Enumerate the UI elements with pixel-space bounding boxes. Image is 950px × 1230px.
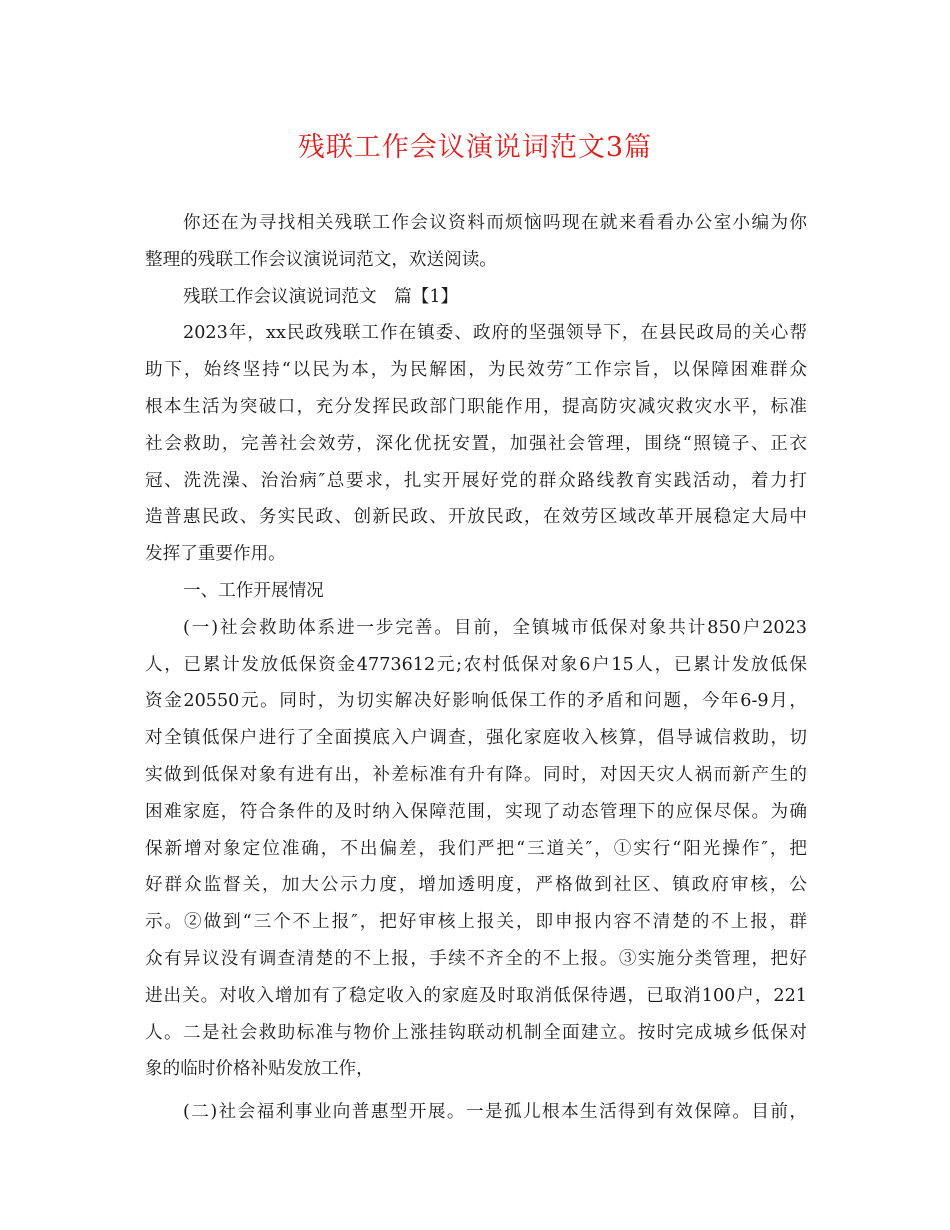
paragraph-line: 好群众监督关，加大公示力度，增加透明度，严格做到社区、镇政府审核，公	[145, 875, 807, 896]
paragraph-line: (二)社会福利事业向普惠型开展。一是孤儿根本生活得到有效保障。目前，	[183, 1102, 807, 1123]
paragraph-line: 对全镇低保户进行了全面摸底入户调查，强化家庭收入核算，倡导诚信救助，切	[145, 728, 807, 749]
paragraph-line: 人。二是社会救助标准与物价上涨挂钩联动机制全面建立。按时完成城乡低保对	[145, 1022, 807, 1043]
paragraph-line: 根本生活为突破口，充分发挥民政部门职能作用，提高防灾减灾救灾水平，标准	[145, 396, 807, 417]
paragraph-line: 保新增对象定位准确，不出偏差，我们严把“三道关″，①实行“阳光操作″，把	[145, 838, 807, 859]
document-body	[145, 205, 807, 1131]
section-heading: 残联工作会议演说词范文 篇【1】	[183, 286, 459, 307]
paragraph-line: 实做到低保对象有进有出，补差标准有升有降。同时，对因天灾人祸而新产生的	[145, 764, 807, 785]
paragraph-line: 人，已累计发放低保资金4773612元;农村低保对象6户15人，已累计发放低保	[145, 654, 807, 675]
paragraph-line: 发挥了重要作用。	[145, 544, 286, 565]
paragraph-line: 造普惠民政、务实民政、创新民政、开放民政，在效劳区域改革开展稳定大局中	[145, 507, 807, 528]
paragraph-line: 困难家庭，符合条件的及时纳入保障范围，实现了动态管理下的应保尽保。为确	[145, 801, 807, 822]
paragraph-line: 社会救助，完善社会效劳，深化优抚安置，加强社会管理，围绕“照镜子、正衣	[145, 433, 807, 454]
paragraph-line: 进出关。对收入增加有了稳定收入的家庭及时取消低保待遇，已取消100户，221	[145, 985, 807, 1006]
paragraph-line: 整理的残联工作会议演说词范文，欢送阅读。	[145, 249, 497, 270]
paragraph-line: (一)社会救助体系进一步完善。目前，全镇城市低保对象共计850户2023	[183, 617, 807, 638]
paragraph-line: 资金20550元。同时，为切实解决好影响低保工作的矛盾和问题，今年6-9月，	[145, 691, 807, 712]
paragraph-line: 2023年，xx民政残联工作在镇委、政府的坚强领导下，在县民政局的关心帮	[183, 323, 807, 344]
section-heading: 一、工作开展情况	[183, 580, 324, 601]
paragraph-line: 冠、洗洗澡、治治病″总要求，扎实开展好党的群众路线教育实践活动，着力打	[145, 470, 807, 491]
paragraph-line: 助下，始终坚持“以民为本，为民解困，为民效劳″工作宗旨，以保障困难群众	[145, 360, 807, 381]
paragraph-line: 示。②做到“三个不上报″，把好审核上报关，即申报内容不清楚的不上报，群	[145, 912, 807, 933]
paragraph-line: 众有异议没有调查清楚的不上报，手续不齐全的不上报。③实施分类管理，把好	[145, 948, 807, 969]
paragraph-line: 象的临时价格补贴发放工作，	[145, 1059, 374, 1080]
paragraph-line: 你还在为寻找相关残联工作会议资料而烦恼吗现在就来看看办公室小编为你	[183, 213, 807, 233]
document-title: 残联工作会议演说词范文3篇	[297, 132, 653, 163]
